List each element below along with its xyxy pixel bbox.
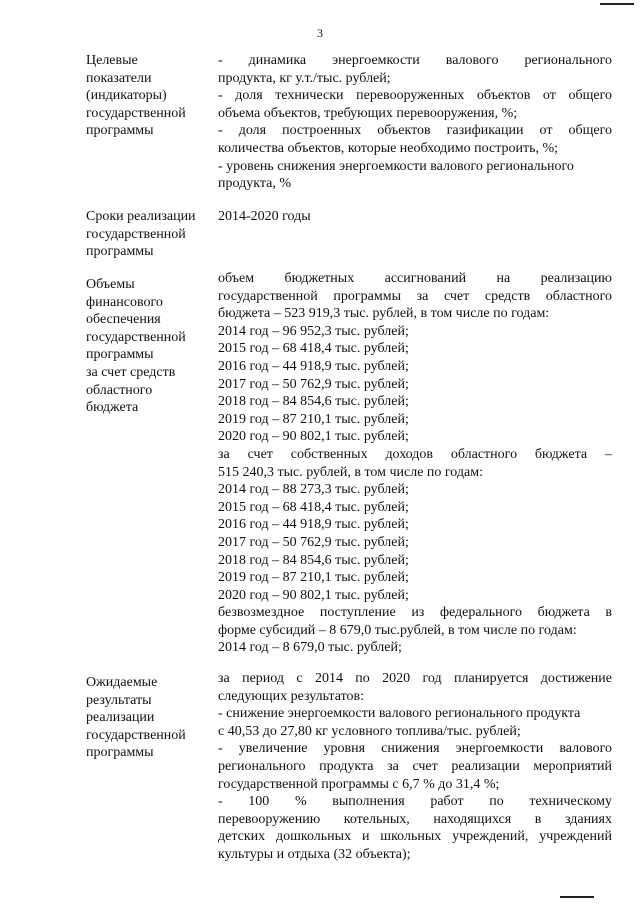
label-line: государственной <box>86 105 186 121</box>
content-line: 2017 год – 50 762,9 тыс. рублей; <box>218 376 409 392</box>
content-line: регионального продукта за счет реализации мероприятий <box>218 758 612 774</box>
row-label <box>86 674 204 762</box>
label-line: областного <box>86 382 153 398</box>
content-line: - доля технически перевооруженных объектов от общего <box>218 88 612 104</box>
content-line: 515 240,3 тыс. рублей, в том числе по годам: <box>218 464 483 480</box>
content-line: - 100 % выполнения работ по техническому <box>218 794 612 810</box>
content-line: государственной программы с 6,7 % до 31,4 %; <box>218 776 500 792</box>
content-line: количества объектов, которые необходимо построить, %; <box>218 140 559 156</box>
row-label <box>86 52 204 140</box>
content-line: 2015 год – 68 418,4 тыс. рублей; <box>218 341 409 357</box>
content-line: 2017 год – 50 762,9 тыс. рублей; <box>218 534 409 550</box>
label-line: за счет средств <box>86 364 176 380</box>
content-line: 2015 год – 68 418,4 тыс. рублей; <box>218 499 409 515</box>
content-line: за период с 2014 по 2020 год планируется достижение <box>218 671 612 686</box>
content-line: безвозмездное поступление из федерального бюджета в <box>218 605 612 621</box>
row-label <box>86 276 204 417</box>
label-line: Сроки реализации <box>86 209 196 224</box>
content-line: бюджета – 523 919,3 тыс. рублей, в том числе по годам: <box>218 306 550 322</box>
label-line: финансового <box>86 294 163 310</box>
label-line: результаты <box>86 692 152 708</box>
content-line: 2019 год – 87 210,1 тыс. рублей; <box>218 570 409 586</box>
row-content <box>218 670 612 864</box>
label-line: программы <box>86 123 154 139</box>
scan-mark-top <box>600 3 634 5</box>
label-line: государственной <box>86 727 186 743</box>
label-line: Целевые <box>86 53 138 68</box>
content-line: 2020 год – 90 802,1 тыс. рублей; <box>218 429 409 445</box>
content-line: - динамика энергоемкости валового регионального <box>218 53 612 68</box>
content-line: 2014-2020 годы <box>218 209 311 224</box>
content-line: перевооружению котельных, находящихся в зданиях <box>218 811 612 827</box>
content-line: 2014 год – 96 952,3 тыс. рублей; <box>218 323 409 339</box>
content-line: 2014 год – 88 273,3 тыс. рублей; <box>218 482 409 498</box>
label-line: Ожидаемые <box>86 675 158 690</box>
content-line: 2016 год – 44 918,9 тыс. рублей; <box>218 358 409 374</box>
label-line: программы <box>86 244 154 260</box>
label-line: программы <box>86 745 154 761</box>
content-line: - доля построенных объектов газификации от общего <box>218 123 612 139</box>
content-line: 2014 год – 8 679,0 тыс. рублей; <box>218 640 402 656</box>
label-line: государственной <box>86 329 186 345</box>
label-line: (индикаторы) <box>86 88 167 104</box>
page-number: 3 <box>317 26 323 40</box>
content-line: - уровень снижения энергоемкости валового регионального <box>218 158 574 174</box>
label-line: показатели <box>86 70 152 86</box>
content-line: объем бюджетных ассигнований на реализацию <box>218 271 612 286</box>
label-line: программы <box>86 347 154 363</box>
row-content <box>218 270 612 657</box>
label-line: бюджета <box>86 400 139 416</box>
content-line: продукта, кг у.т./тыс. рублей; <box>218 70 391 86</box>
content-line: 2019 год – 87 210,1 тыс. рублей; <box>218 411 409 427</box>
content-line: государственной программы за счет средств областного <box>218 288 612 304</box>
content-line: следующих результатов: <box>218 688 365 704</box>
content-line: 2018 год – 84 854,6 тыс. рублей; <box>218 552 409 568</box>
content-line: детских дошкольных и школьных учреждений, учреждений <box>218 829 612 845</box>
content-line: 2016 год – 44 918,9 тыс. рублей; <box>218 517 409 533</box>
row-content <box>218 208 612 226</box>
content-line: объема объектов, требующих перевооружения, %; <box>218 105 518 121</box>
content-line: с 40,53 до 27,80 кг условного топлива/тыс. рублей; <box>218 723 521 739</box>
content-line: за счет собственных доходов областного бюджета – <box>218 446 612 462</box>
content-line: продукта, % <box>218 176 291 192</box>
label-line: государственной <box>86 226 186 242</box>
content-line: форме субсидий – 8 679,0 тыс.рублей, в том числе по годам: <box>218 622 577 638</box>
content-line: 2020 год – 90 802,1 тыс. рублей; <box>218 587 409 603</box>
content-line: - снижение энергоемкости валового регионального продукта <box>218 706 581 722</box>
label-line: обеспечения <box>86 312 161 328</box>
content-line: 2018 год – 84 854,6 тыс. рублей; <box>218 394 409 410</box>
scan-mark-bottom <box>560 896 594 898</box>
label-line: реализации <box>86 710 155 726</box>
row-content <box>218 52 612 193</box>
row-label <box>86 208 204 261</box>
content-line: культуры и отдыха (32 объекта); <box>218 846 411 862</box>
content-line: - увеличение уровня снижения энергоемкости валового <box>218 741 612 757</box>
label-line: Объемы <box>86 277 135 292</box>
